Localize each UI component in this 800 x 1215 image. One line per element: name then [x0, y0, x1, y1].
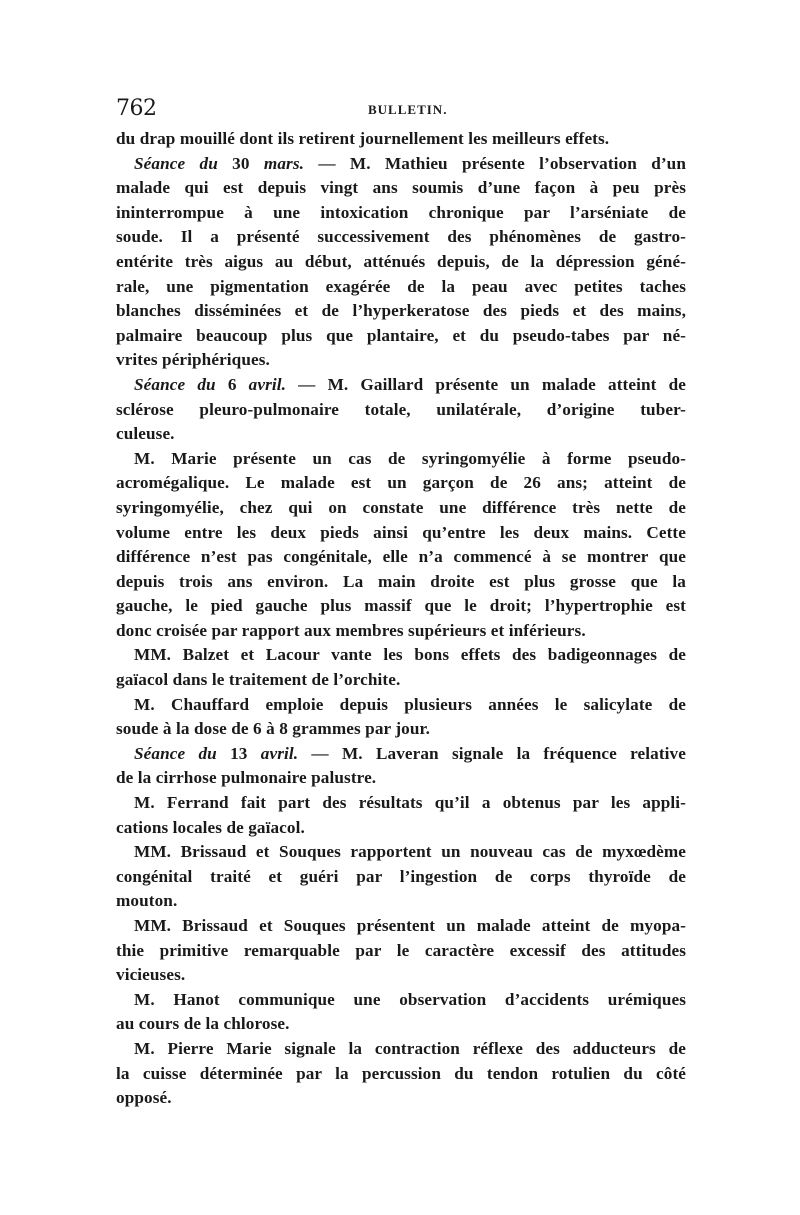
- text-line: [116, 471, 686, 496]
- text-line-content: blanches disséminées et de l’hyperkeratose des pieds et des mains,: [116, 301, 686, 321]
- text-line-content: vrites périphériques.: [116, 350, 270, 370]
- seance-date-italic: Séance du: [134, 374, 216, 394]
- text-line-content: M. Ferrand fait part des résultats qu’il a obtenus par les appli-: [134, 793, 686, 813]
- text-line-content: M. Chauffard emploie depuis plusieurs années le salicylate de: [134, 694, 686, 714]
- text-line: [116, 643, 686, 668]
- text-line-content: 30: [217, 153, 264, 173]
- text-line-content: du drap mouillé dont ils retirent journellement les meilleurs effets.: [116, 129, 610, 148]
- text-line-content: opposé.: [116, 1088, 172, 1108]
- text-line: [116, 348, 686, 373]
- text-line: [116, 1037, 686, 1062]
- text-line: [116, 594, 686, 619]
- text-line: [116, 570, 686, 595]
- text-line-content: gaïacol dans le traitement de l’orchite.: [116, 670, 401, 690]
- text-line-content: — M. Laveran signale la fréquence relative: [298, 743, 686, 763]
- text-line-content: ininterrompue à une intoxication chronique par l’arséniate de: [116, 202, 686, 222]
- seance-date-italic: avril.: [248, 374, 287, 394]
- text-line-content: M. Pierre Marie signale la contraction réflexe des adducteurs de: [134, 1038, 686, 1058]
- text-line: [116, 963, 686, 988]
- text-line-content: mouton.: [116, 891, 178, 911]
- text-line-content: acromégalique. Le malade est un garçon de 26 ans; atteint de: [116, 473, 686, 493]
- text-line: [116, 668, 686, 693]
- text-line: [116, 816, 686, 841]
- text-line-content: vicieuses.: [116, 965, 186, 985]
- text-line: [116, 225, 686, 250]
- text-line: [116, 398, 686, 423]
- text-line-content: thie primitive remarquable par le caractère excessif des attitudes: [116, 940, 686, 960]
- text-line-content: culeuse.: [116, 424, 175, 444]
- seance-date-italic: Séance du: [134, 153, 218, 173]
- text-line-content: MM. Brissaud et Souques rapportent un nouveau cas de myxœdème: [134, 842, 686, 862]
- text-line: [116, 447, 686, 472]
- text-line-content: — M. Mathieu présente l’observation d’un: [304, 153, 687, 173]
- text-line-content: la cuisse déterminée par la percussion du tendon rotulien du côté: [116, 1063, 686, 1083]
- text-line-content: volume entre les deux pieds ainsi qu’entre les deux mains. Cette: [116, 522, 686, 542]
- text-line-content: soude à la dose de 6 à 8 grammes par jour.: [116, 719, 431, 739]
- text-line-content: de la cirrhose pulmonaire palustre.: [116, 768, 377, 788]
- text-line-content: depuis trois ans environ. La main droite est plus grosse que la: [116, 571, 686, 591]
- text-line: [116, 619, 686, 644]
- text-line-content: malade qui est depuis vingt ans soumis d’une façon à peu près: [116, 178, 686, 198]
- text-line: [116, 766, 686, 791]
- text-line: [116, 521, 686, 546]
- text-line: [116, 742, 686, 767]
- text-line-content: MM. Brissaud et Souques présentent un malade atteint de myopa-: [134, 916, 686, 935]
- text-line-content: — M. Gaillard présente un malade atteint de: [286, 374, 686, 394]
- text-line: [116, 865, 686, 890]
- text-line: [116, 889, 686, 914]
- text-line: [116, 1086, 686, 1111]
- text-line: [116, 250, 686, 275]
- text-line-content: donc croisée par rapport aux membres supérieurs et inférieurs.: [116, 620, 586, 640]
- text-line-content: 13: [216, 743, 261, 763]
- text-line: [116, 176, 686, 201]
- text-line-content: cations locales de gaïacol.: [116, 817, 305, 837]
- text-line: [116, 1062, 686, 1087]
- text-line-content: gauche, le pied gauche plus massif que le droit; l’hypertrophie est: [116, 596, 686, 616]
- text-line-content: M. Hanot communique une observation d’accidents urémiques: [134, 989, 686, 1009]
- text-line: [116, 693, 686, 718]
- body-text: [116, 127, 686, 1111]
- text-line: [116, 275, 686, 300]
- text-line-content: au cours de la chlorose.: [116, 1014, 290, 1034]
- text-line-content: M. Marie présente un cas de syringomyélie à forme pseudo-: [134, 448, 686, 468]
- text-line-content: syringomyélie, chez qui on constate une différence très nette de: [116, 497, 686, 517]
- text-line-content: entérite très aigus au début, atténués depuis, de la dépression géné-: [116, 251, 686, 271]
- text-line-content: palmaire beaucoup plus que plantaire, et du pseudo-tabes par né-: [116, 325, 686, 345]
- text-line: [116, 127, 686, 152]
- text-line: [116, 373, 686, 398]
- seance-date-italic: Séance du: [134, 743, 217, 763]
- text-line: [116, 496, 686, 521]
- seance-date-italic: mars.: [263, 153, 305, 173]
- text-line: [116, 201, 686, 226]
- text-line-content: 6: [215, 374, 249, 394]
- text-line-content: rale, une pigmentation exagérée de la peau avec petites taches: [116, 276, 686, 296]
- page-header: [116, 96, 686, 124]
- text-line: [116, 299, 686, 324]
- text-line: [116, 717, 686, 742]
- seance-date-italic: avril.: [260, 743, 299, 763]
- text-line: [116, 988, 686, 1013]
- text-line: [116, 1012, 686, 1037]
- text-line: [116, 840, 686, 865]
- text-line: [116, 939, 686, 964]
- text-line: [116, 422, 686, 447]
- page-number: 762: [116, 96, 157, 121]
- text-line: [116, 324, 686, 349]
- text-line-content: différence n’est pas congénitale, elle n’a commencé à se montrer que: [116, 547, 686, 567]
- running-title: BULLETIN.: [368, 102, 448, 117]
- text-line: [116, 914, 686, 939]
- text-line-content: sclérose pleuro-pulmonaire totale, unilatérale, d’origine tuber-: [116, 399, 686, 419]
- text-line-content: soude. Il a présenté successivement des phénomènes de gastro-: [116, 227, 686, 247]
- text-line-content: MM. Balzet et Lacour vante les bons effets des badigeonnages de: [134, 645, 686, 665]
- text-line: [116, 152, 686, 177]
- text-line: [116, 791, 686, 816]
- text-line: [116, 545, 686, 570]
- text-line-content: congénital traité et guéri par l’ingestion de corps thyroïde de: [116, 866, 686, 886]
